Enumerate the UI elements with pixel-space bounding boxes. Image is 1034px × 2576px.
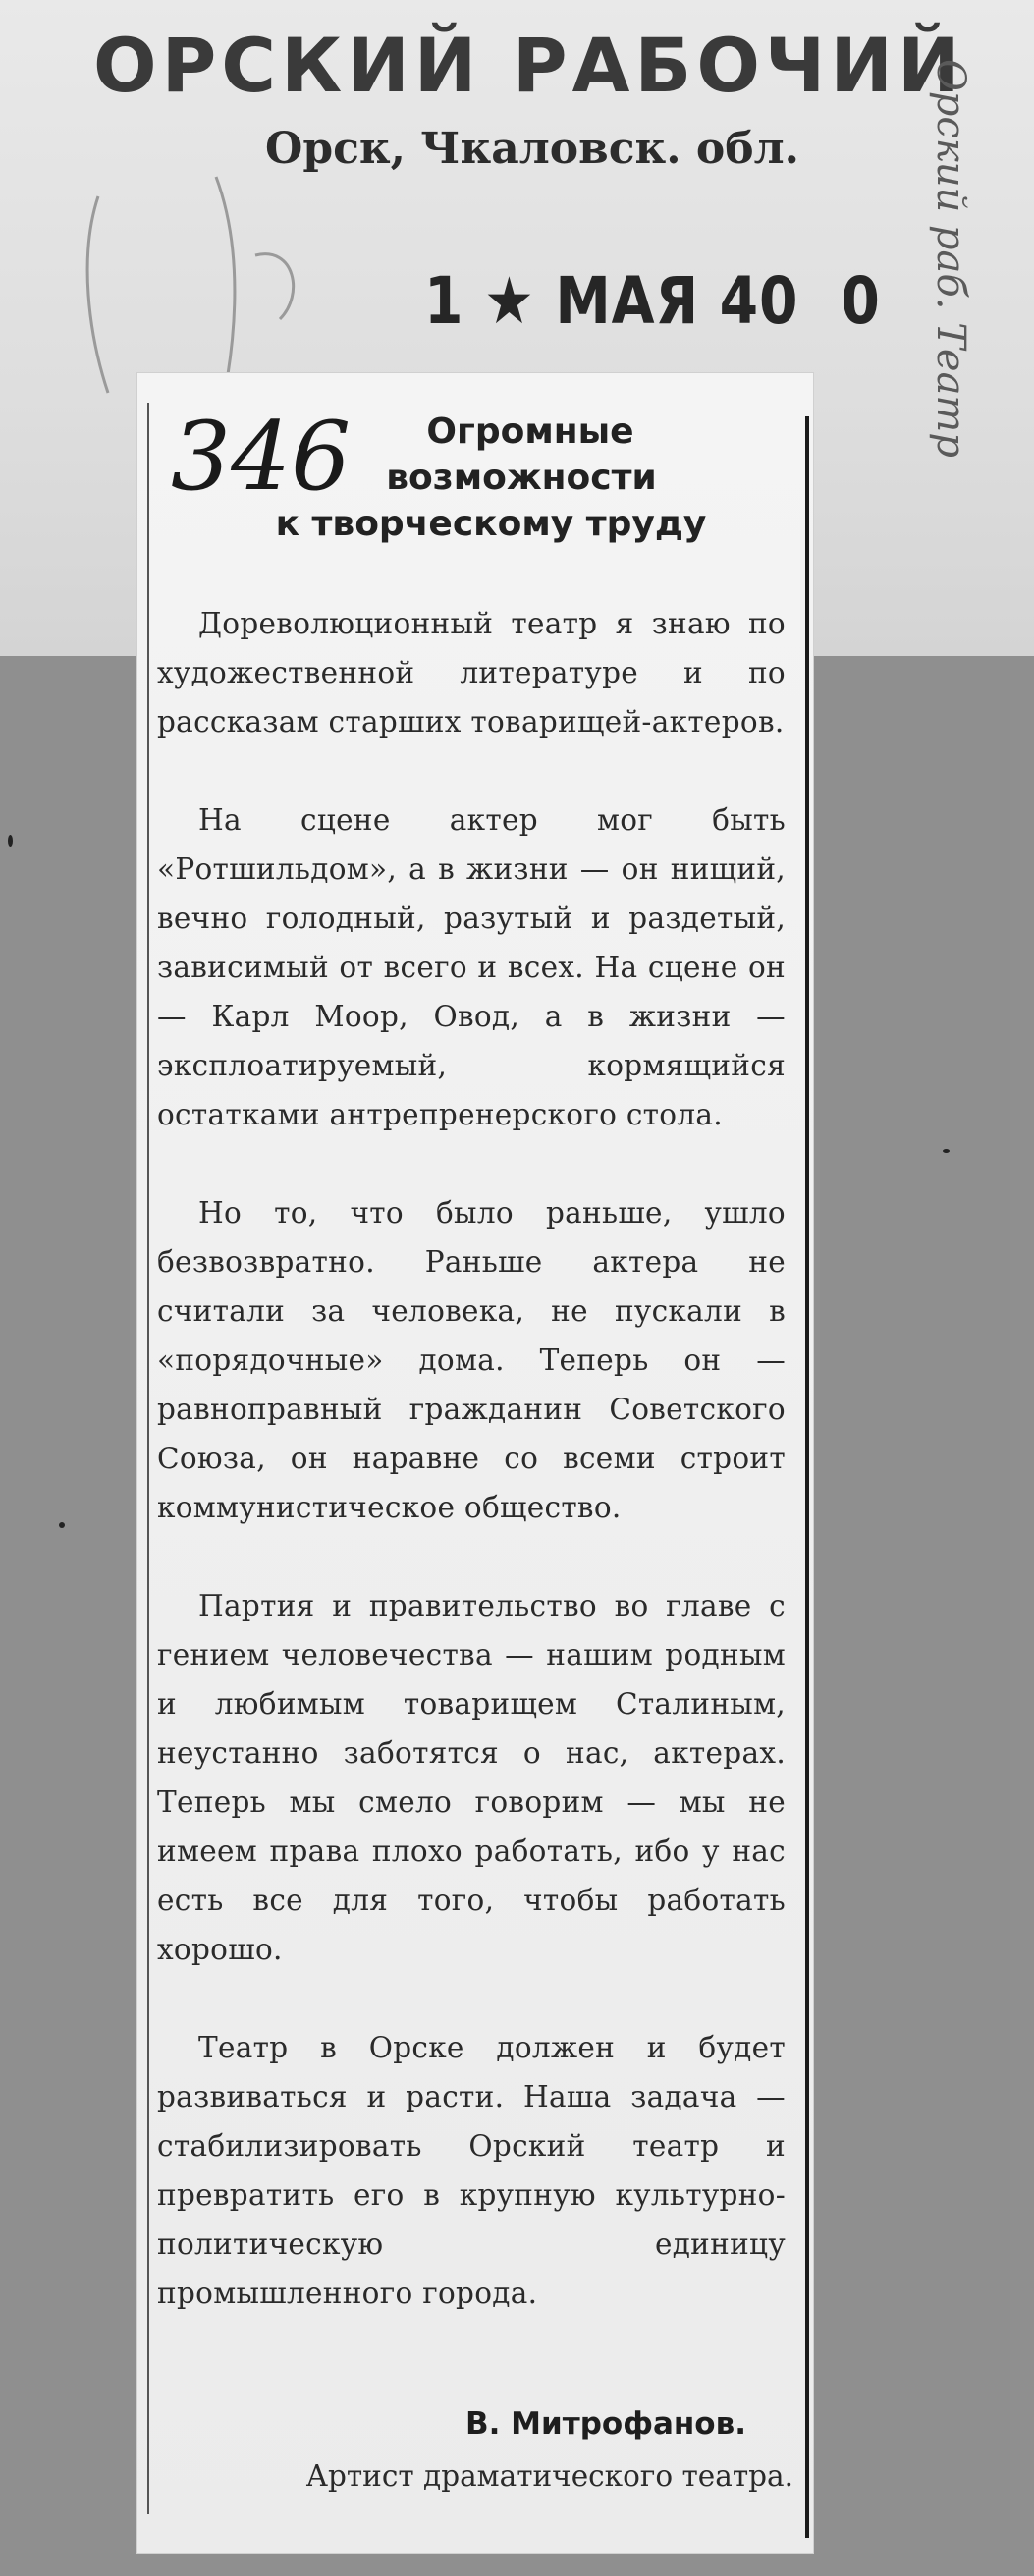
dust-speck [943,1149,950,1153]
article-author-role: Артист драматического театра. [305,2459,793,2493]
archive-number-text: 346 [171,403,352,511]
dust-speck [59,1522,65,1528]
headline-line-2: возможности [386,458,657,498]
dust-speck [8,835,13,847]
article-paragraph: Дореволюционный театр я знаю по художественной литературе и по рассказам старших товарищей-актеров. [157,607,786,739]
article-paragraph: Партия и правительство во главе с гением человечества — нашим родным и любимым товарищем Сталиным, неустанно заботятся о нас, актерах. Теперь мы смело говорим — мы не имеем права плохо работать, ибо у нас есть все для того, чтобы работать хорошо. [157,1589,786,1966]
column-rule-left [147,403,149,2514]
article-headline [196,409,786,547]
column-rule-right [805,416,809,2538]
handwritten-side-note [884,39,1031,629]
article-paragraph: Театр в Орске должен и будет развиваться и расти. Наша задача — стабилизировать Орский театр и превратить его в крупную культурно-политическую единицу промышленного города. [157,2031,786,2310]
article-paragraph: Но то, что было раньше, ушло безвозвратно. Раньше актера не считали за человека, не пускали в «порядочные» дома. Теперь он — равноправный гражданин Советского Союза, он наравне со всеми строит коммунистическое общество. [157,1196,786,1524]
headline-line-1: Огромные [426,411,634,452]
article-paragraph: На сцене актер мог быть «Ротшильдом», а в жизни — он нищий, вечно голодный, разутый и раздетый, зависимый от всего и всех. На сцене он — Карл Моор, Овод, а в жизни — эксплоатируемый, кормящийся остатками антрепренерского стола. [157,803,786,1131]
newspaper-masthead: ОРСКИЙ РАБОЧИЙ [93,22,965,109]
date-stamp [424,263,881,339]
headline-line-3: к творческому труду [275,504,707,544]
side-note-text: Орский раб. Театр [928,59,973,458]
newspaper-place: Орск, Чкаловск. обл. [265,124,799,174]
article-author: В. Митрофанов. [464,2406,746,2441]
article-clipping [137,373,813,2553]
date-stamp-suffix: 0 [841,263,881,339]
article-body [157,599,786,2367]
date-stamp-text: 1 ★ МАЯ 40 [424,263,799,339]
